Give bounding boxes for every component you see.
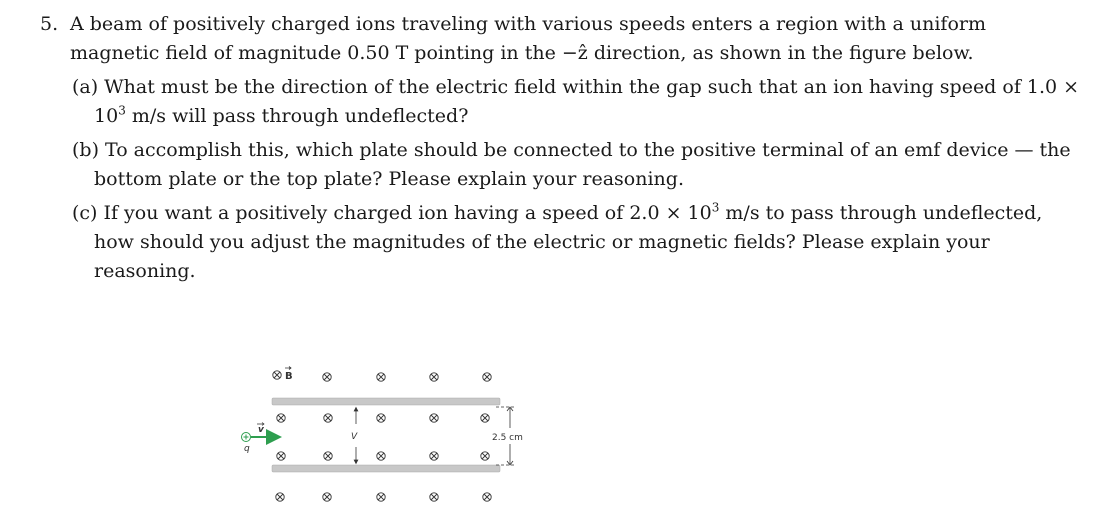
part-c-text-pre: If you want a positively charged ion having a speed of 2.0 × 10 <box>103 202 712 224</box>
field-marker-icon <box>324 414 332 422</box>
field-marker-icon <box>277 452 285 460</box>
field-marker-icon <box>377 452 385 460</box>
field-marker-icon <box>323 373 331 381</box>
top-plate <box>272 398 500 405</box>
figure-canvas <box>234 352 534 504</box>
gap-label: 2.5 cm <box>492 433 523 443</box>
field-marker-icon <box>377 493 385 501</box>
field-label-vector-arrow <box>285 367 291 370</box>
charge-label: q <box>244 444 250 454</box>
field-marker-icon <box>483 373 491 381</box>
field-marker-icon <box>323 493 331 501</box>
field-marker-icon <box>430 373 438 381</box>
field-marker-icon <box>430 414 438 422</box>
part-a-text-post: m/s will pass through undeflected? <box>125 105 469 127</box>
bottom-plate <box>272 465 500 472</box>
problem-5 <box>40 10 1080 286</box>
problem-stem-text: A beam of positively charged ions traveling with various speeds enters a region with a uniform magnetic field of magnitude 0.50 T pointing in the −ẑ direction, as shown in the figure below. <box>70 13 986 64</box>
part-c-text-post: m/s to pass through undeflected, how should you adjust the magnitudes of the electric or magnetic fields? Please explain your reasoning. <box>94 202 1043 282</box>
field-marker-icon <box>483 493 491 501</box>
part-b <box>72 136 1080 194</box>
part-a-exponent: 3 <box>118 103 126 118</box>
part-a-label: (a) <box>72 76 99 98</box>
field-marker-icon <box>481 452 489 460</box>
part-a <box>72 73 1080 131</box>
voltage-label: V <box>351 432 358 442</box>
field-marker-icon <box>324 452 332 460</box>
field-marker-icon <box>430 452 438 460</box>
problem-number: 5. <box>40 13 59 35</box>
field-marker-icon <box>377 373 385 381</box>
field-marker-icon <box>377 414 385 422</box>
part-a-text-pre: What must be the direction of the electric field within the gap such that an ion having speed of 1.0 × 10 <box>94 76 1080 127</box>
velocity-label: v <box>258 425 264 435</box>
field-label: B <box>285 371 293 382</box>
field-marker-icon <box>276 493 284 501</box>
field-marker-icon <box>481 414 489 422</box>
field-marker-icon <box>273 371 281 379</box>
part-c-label: (c) <box>72 202 98 224</box>
field-marker-icon <box>277 414 285 422</box>
velocity-selector-figure <box>234 352 534 504</box>
part-b-text: To accomplish this, which plate should be connected to the positive terminal of an emf device — the bottom plate or the top plate? Please explain your reasoning. <box>94 139 1071 190</box>
part-c <box>72 199 1080 286</box>
part-b-label: (b) <box>72 139 99 161</box>
field-marker-icon <box>430 493 438 501</box>
magnetic-field-markers <box>273 371 491 501</box>
problem-stem <box>40 10 1080 68</box>
part-c-exponent: 3 <box>711 200 720 215</box>
